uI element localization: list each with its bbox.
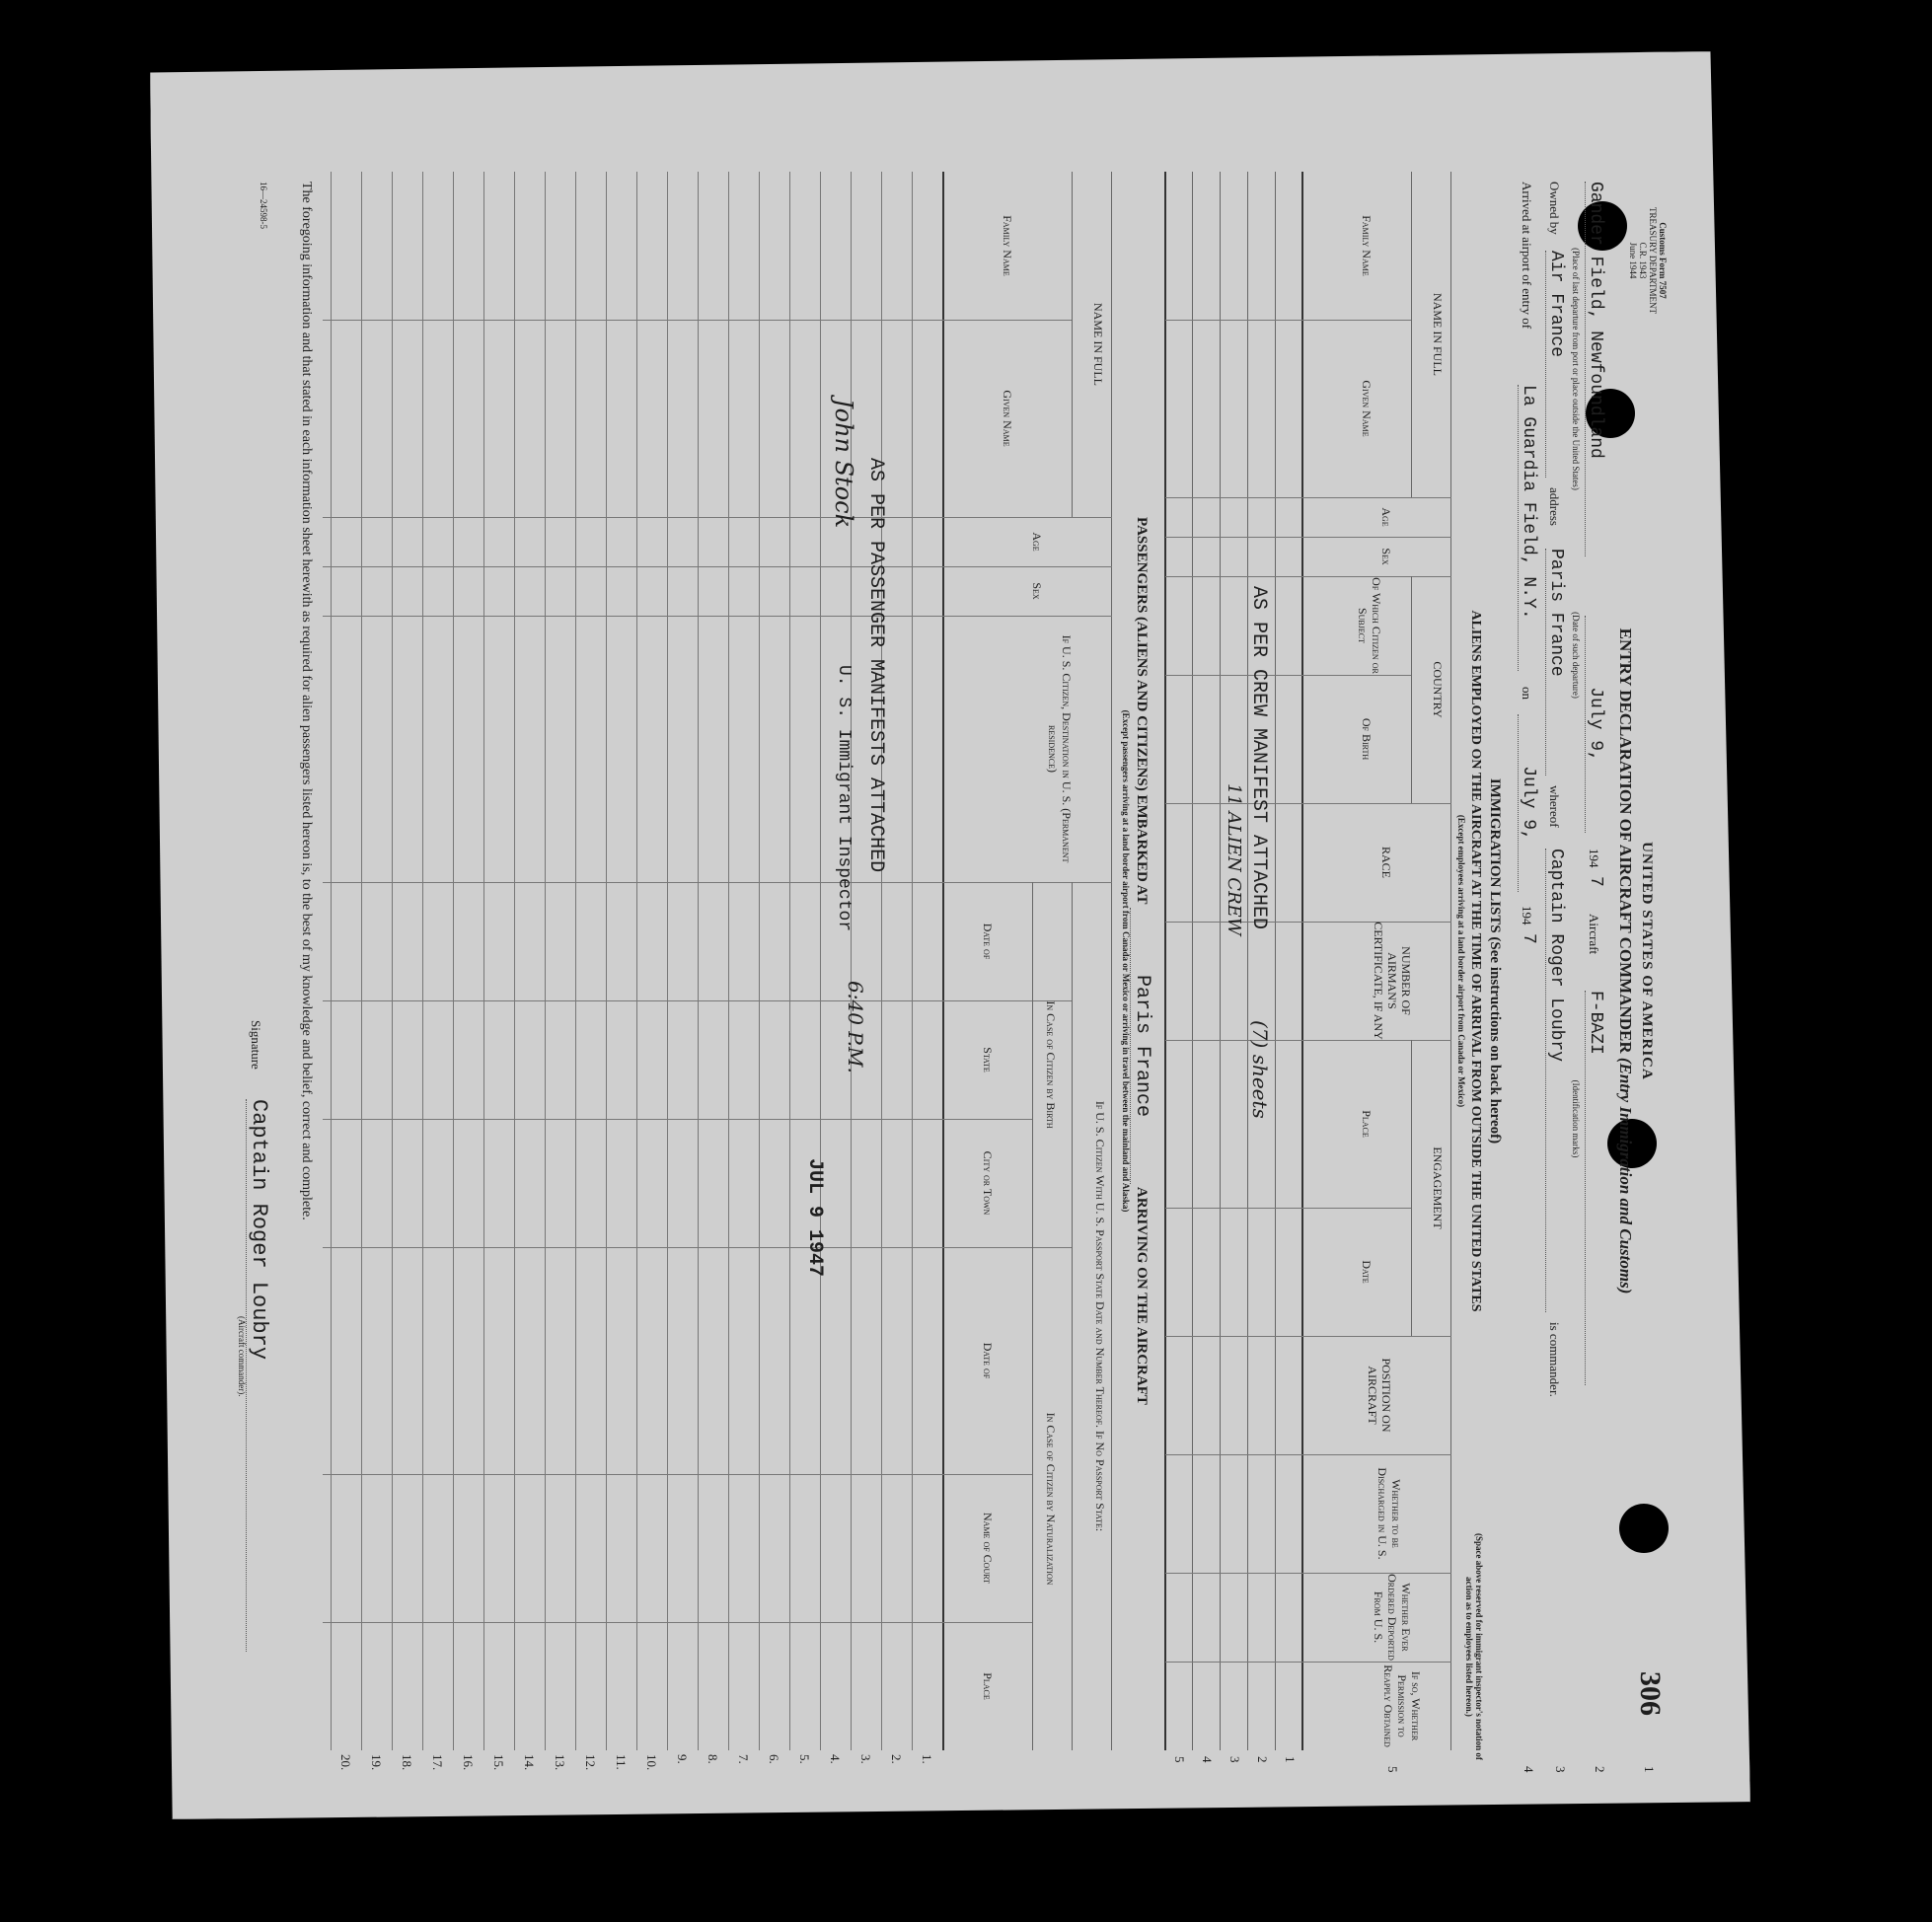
pax-col-by-nat: In Case of Citizen by Naturalization (1044, 1412, 1058, 1586)
table-row (728, 172, 759, 1764)
row-number: 7. (736, 1754, 751, 1764)
pax-col-date-of2: Date of (981, 1342, 995, 1379)
table-row (881, 172, 912, 1764)
form-sheet (236, 112, 1696, 1810)
crew-col-date: Date (1360, 1260, 1374, 1284)
print-code: 16—24598-5 (259, 182, 268, 229)
table-row (545, 172, 575, 1771)
row-number: 19. (369, 1754, 384, 1771)
row-number: 9. (675, 1754, 690, 1764)
pax-col-by-birth: In Case of Citizen by Birth (1044, 1000, 1058, 1129)
commander-suffix: is commander. (1547, 1322, 1562, 1397)
signature-block (228, 1020, 271, 1770)
passenger-table (323, 172, 1112, 1771)
arrival-airport: La Guardia Field, N.Y. (1518, 385, 1538, 671)
pax-col-court: Name of Court (981, 1513, 995, 1584)
commander-name: Captain Roger Loubry (1545, 849, 1566, 1312)
crew-row-number: 3 (1227, 1756, 1242, 1763)
form-date: June 1944 (1628, 242, 1639, 279)
form-number: Customs Form 7507 (1658, 222, 1668, 299)
margin-number: 1 (1642, 1766, 1657, 1773)
crew-row-number: 5 (1172, 1756, 1187, 1763)
table-row (514, 172, 545, 1771)
inspection-date-stamp: JUL 9 1947 (803, 1158, 826, 1278)
passenger-manifest-note: AS PER PASSENGER MANIFESTS ATTACHED (864, 458, 887, 873)
crew-table (1165, 172, 1451, 1763)
pax-col-age: Age (1030, 532, 1044, 552)
row-number: 15. (491, 1754, 506, 1771)
immigration-note: (Except employees arriving at a land border airport from Canada or Mexico) (1456, 814, 1466, 1108)
arrival-date: July 9, (1518, 714, 1538, 892)
crew-manifest-note: AS PER CREW MANIFEST ATTACHED (1247, 586, 1270, 930)
owner-address: Paris France (1545, 549, 1566, 776)
row-number: 13. (553, 1754, 567, 1771)
immigration-title: IMMIGRATION LISTS (See instructions on back hereof) (1487, 777, 1503, 1145)
crew-col-birth: Of Birth (1360, 717, 1374, 761)
crew-row-number: 1 (1283, 1756, 1298, 1763)
passengers-title (1130, 191, 1153, 1731)
pax-col-place: Place (981, 1672, 995, 1700)
pax-col-date-of: Date of (981, 923, 995, 960)
departure-date-note: (Date of such departure) (1571, 612, 1581, 699)
margin-numbers (1385, 1760, 1657, 1790)
arrival-on-label: on (1520, 687, 1534, 700)
table-row (392, 172, 422, 1771)
table-row (422, 172, 453, 1771)
table-row (789, 172, 820, 1764)
arrival-year: 7 (1519, 933, 1538, 944)
table-row (606, 172, 636, 1770)
passengers-title-a: PASSENGERS (ALIENS AND CITIZENS) EMBARKED AT (1134, 517, 1150, 905)
aircraft-id: F-BAZI (1585, 991, 1605, 1385)
crew-col-place: Place (1360, 1110, 1374, 1138)
margin-number: 3 (1553, 1766, 1568, 1773)
row-number: 16. (461, 1754, 476, 1771)
crew-row-number: 2 (1255, 1756, 1270, 1763)
signature-label: Signature (249, 1020, 263, 1070)
table-row (912, 172, 942, 1764)
pax-col-given: Given Name (1001, 390, 1014, 447)
aircraft-label: Aircraft (1587, 914, 1601, 955)
pax-col-sex: Sex (1030, 582, 1044, 600)
table-row (453, 172, 483, 1771)
form-reg: C.R. 1943 (1638, 242, 1649, 279)
margin-number: 5 (1385, 1766, 1400, 1773)
address-label: address (1547, 487, 1562, 526)
departure-year: 7 (1586, 876, 1605, 887)
owner-value: Air France (1545, 251, 1566, 478)
row-number: 5. (797, 1754, 812, 1764)
passengers-title-b: ARRIVING ON THE AIRCRAFT (1134, 1186, 1150, 1405)
crew-col-family: Family Name (1360, 215, 1374, 276)
crew-col-race: RACE (1379, 846, 1393, 878)
crew-col-position: POSITION ON AIRCRAFT (1366, 1358, 1393, 1433)
pax-col-name-in-full: NAME IN FULL (1091, 303, 1105, 386)
crew-col-citizen: Of Which Citizen or Subject (1356, 577, 1383, 674)
stamp-number: 306 (1634, 1671, 1667, 1716)
crew-count-handwritten: 11 ALIEN CREW (1224, 783, 1244, 936)
table-row (667, 172, 698, 1764)
country-heading: UNITED STATES OF AMERICA (1639, 842, 1655, 1080)
row-number: 3. (858, 1754, 873, 1764)
departure-line (1580, 182, 1605, 1750)
arrival-year-prefix: 194 (1520, 906, 1534, 925)
pax-col-city: City or Town (981, 1150, 995, 1216)
crew-col-discharged: Whether to be Discharged in U. S. (1375, 1467, 1403, 1560)
row-number: 18. (400, 1754, 414, 1771)
table-row (698, 172, 728, 1764)
departure-year-prefix: 194 (1587, 849, 1601, 868)
table-row (483, 172, 514, 1771)
row-number: 10. (644, 1754, 659, 1771)
crew-col-age: Age (1379, 507, 1393, 527)
crew-col-name-in-full: NAME IN FULL (1431, 293, 1445, 376)
crew-col-engagement: ENGAGEMENT (1431, 1146, 1445, 1229)
commander-signature: Captain Roger Loubry (246, 1099, 271, 1652)
pax-col-destination: If U. S. Citizen, Destination in U. S. (Permanent residence) (1046, 634, 1074, 863)
arrival-label: Arrived at airport of entry of (1520, 182, 1534, 330)
arrival-time-handwritten: 6:40 P.M. (844, 981, 867, 1073)
form-meta (1627, 177, 1667, 344)
margin-number: 4 (1522, 1766, 1536, 1773)
row-number: 2. (889, 1754, 904, 1764)
arrival-line (1513, 182, 1538, 1750)
crew-sheets-handwritten: (7) sheets (1248, 1020, 1272, 1119)
pax-col-passport: If U. S. Citizen With U. S. Passport State Date and Number Thereof. If No Passport State: (1093, 1100, 1107, 1532)
row-number: 17. (430, 1754, 445, 1771)
certification-text: The foregoing information and that stated in each information sheet herewith as required for alien passengers listed hereon is, to the best of my knowledge and belief, correct and complete. (299, 182, 314, 1220)
form-title-sub: (Entry Immigration and Customs) (1616, 1057, 1635, 1294)
crew-col-country: COUNTRY (1431, 661, 1445, 718)
departure-date: July 9, (1585, 616, 1605, 833)
row-number: 1. (920, 1754, 934, 1764)
form-title-main: ENTRY DECLARATION OF AIRCRAFT COMMANDER (1616, 628, 1635, 1054)
departure-place: Gander Field, Newfoundland (1585, 182, 1605, 556)
crew-col-sex: Sex (1379, 548, 1393, 565)
inspector-title: U. S. Immigrant Inspector (834, 665, 854, 932)
crew-col-given: Given Name (1360, 380, 1374, 437)
pax-col-state: State (981, 1047, 995, 1072)
crew-row-number: 4 (1200, 1756, 1215, 1763)
form-department: TREASURY DEPARTMENT (1648, 206, 1659, 315)
table-row (575, 172, 606, 1771)
owner-line (1540, 182, 1566, 1750)
table-row (636, 172, 667, 1771)
row-number: 20. (338, 1754, 353, 1771)
row-number: 14. (522, 1754, 537, 1771)
margin-number: 2 (1593, 1766, 1607, 1773)
row-number: 12. (583, 1754, 598, 1771)
signature-note: (Aircraft commander). (237, 1316, 247, 1397)
row-number: 6. (767, 1754, 781, 1764)
row-number: 11. (614, 1754, 629, 1770)
form-title (1615, 389, 1635, 1533)
whereof-label: whereof (1547, 785, 1562, 828)
row-number: 4. (828, 1754, 843, 1764)
row-number: 8. (706, 1754, 720, 1764)
embarked-at: Paris France (1130, 908, 1153, 1184)
crew-col-airman: NUMBER OF AIRMAN'S CERTIFICATE, IF ANY (1372, 922, 1413, 1040)
table-row (759, 172, 789, 1764)
table-row (361, 172, 392, 1771)
crew-col-permission: If so, Whether Permission to Reapply Obtained (1381, 1664, 1423, 1747)
table-row (331, 172, 361, 1771)
pax-col-family: Family Name (1001, 215, 1014, 276)
owner-label: Owned by (1547, 182, 1562, 235)
immigration-subtitle: ALIENS EMPLOYED ON THE AIRCRAFT AT THE TIME OF ARRIVAL FROM OUTSIDE THE UNITED STATES (1468, 610, 1483, 1312)
inspector-signature: John Stock (830, 399, 857, 529)
crew-col-deported: Whether Ever Ordered Deported From U. S. (1372, 1574, 1413, 1661)
aircraft-note: (Identification marks) (1571, 1079, 1581, 1158)
reserved-note: (Space above reserved for immigrant inspector's notation of action as to employees listed hereon.) (1464, 1533, 1484, 1760)
departure-place-note: (Place of last departure from port or place outside the United States) (1571, 248, 1581, 490)
passengers-note: (Except passengers arriving at a land border airport from Canada or Mexico or arriving in travel between the mainland and Alaska) (1121, 709, 1131, 1213)
